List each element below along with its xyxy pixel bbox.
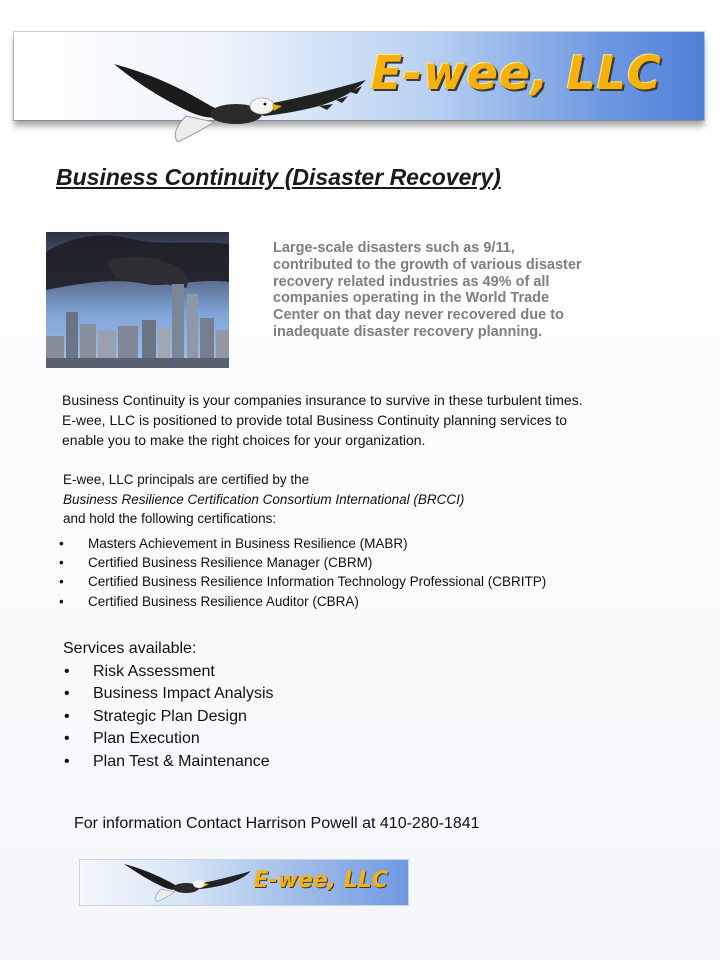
wtc-photo bbox=[46, 232, 229, 368]
list-item: • Certified Business Resilience Information Technology Professional (CBRITP) bbox=[56, 572, 546, 591]
footer-banner bbox=[80, 860, 408, 905]
intro-paragraph bbox=[62, 390, 662, 450]
list-item: • Risk Assessment bbox=[63, 661, 463, 684]
footer-brand-text: E-wee, LLC bbox=[253, 868, 388, 893]
list-item: • Masters Achievement in Business Resilience (MABR) bbox=[56, 534, 546, 553]
intro-line: enable you to make the right choices for your organization. bbox=[62, 432, 426, 448]
certifying-body: Business Resilience Certification Consortium International (BRCCI) bbox=[63, 491, 465, 507]
callout-text: Large-scale disasters such as 9/11, contributed to the growth of various disaster recovery related industries as 49% of all companies operating in the World Trade Center on that day never recovered due to inadequate disaster recovery planning. bbox=[273, 240, 582, 340]
intro-line: Business Continuity is your companies insurance to survive in these turbulent times. bbox=[62, 392, 583, 408]
list-item: • Business Impact Analysis bbox=[63, 683, 463, 706]
certifications-intro bbox=[63, 470, 663, 529]
brand-logo-text: E-wee, LLC bbox=[370, 46, 662, 100]
list-item: • Strategic Plan Design bbox=[63, 706, 463, 729]
services-heading: Services available: bbox=[63, 640, 197, 657]
certifications-line: and hold the following certifications: bbox=[63, 511, 277, 526]
eagle-logo-icon bbox=[120, 862, 260, 902]
list-item: • Plan Execution bbox=[63, 728, 463, 751]
services-section bbox=[63, 638, 463, 773]
certifications-line: E-wee, LLC principals are certified by the bbox=[63, 472, 310, 487]
contact-line: For information Contact Harrison Powell at 410-280-1841 bbox=[74, 815, 480, 832]
header-banner bbox=[14, 32, 704, 120]
intro-line: E-wee, LLC is positioned to provide total Business Continuity planning services to bbox=[62, 412, 568, 428]
eagle-logo-icon bbox=[104, 62, 394, 142]
certifications-list bbox=[56, 534, 546, 611]
page-title: Business Continuity (Disaster Recovery) bbox=[56, 164, 501, 190]
services-list bbox=[63, 661, 463, 774]
list-item: • Certified Business Resilience Manager (CBRM) bbox=[56, 553, 546, 572]
list-item: • Certified Business Resilience Auditor (CBRA) bbox=[56, 592, 546, 611]
list-item: • Plan Test & Maintenance bbox=[63, 751, 463, 774]
